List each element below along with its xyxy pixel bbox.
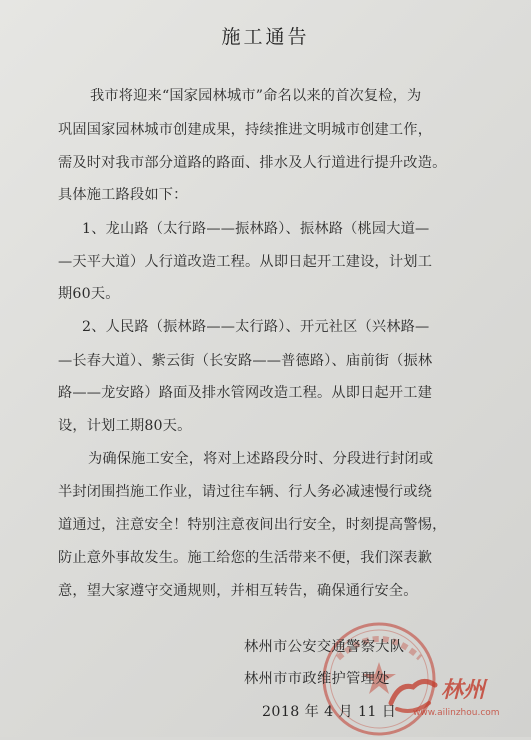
ailinzhou-watermark — [383, 663, 523, 723]
svg-text:www.ailinzhou.com: www.ailinzhou.com — [413, 708, 500, 718]
item-line: —长春大道）、紫云街（长安路——普德路）、庙前街（振林 — [58, 353, 433, 369]
item-line: 设，计划工期80天。 — [58, 418, 192, 434]
item-line: 2、人民路（振林路——太行路）、开元社区（兴林路— — [82, 319, 430, 335]
signature-municipal: 林州市市政维护管理处 — [244, 671, 390, 687]
body-line: 具体施工路段如下： — [58, 187, 188, 203]
body-line: 半封闭围挡施工作业，请过往车辆、行人务必减速慢行或绕 — [58, 484, 433, 500]
notice-title: 施工通告 — [221, 26, 310, 48]
body-line: 需及时对我市部分道路的路面、排水及人行道进行提升改造。 — [58, 155, 447, 171]
body-line: 巩固国家园林城市创建成果，持续推进文明城市创建工作， — [58, 122, 433, 138]
svg-text:林州: 林州 — [441, 678, 486, 703]
body-line: 道通过，注意安全！特别注意夜间出行安全，时刻提高警惕， — [58, 517, 447, 533]
body-line: 意，望大家遵守交通规则，并相互转告，确保通行安全。 — [58, 583, 418, 599]
signature-police: 林州市公安交通警察大队 — [244, 639, 405, 655]
notice-date: 2018 年 4 月 11 日 — [262, 704, 397, 720]
item-line: 1、龙山路（太行路——振林路）、振林路（桃园大道— — [82, 221, 430, 237]
body-line: 我市将迎来“国家园林城市”命名以来的首次复检，为 — [90, 88, 422, 104]
item-line: 路——龙安路）路面及排水管网改造工程。从即日起开工建 — [58, 385, 433, 401]
item-line: 期60天。 — [58, 286, 120, 302]
body-line: 为确保施工安全，将对上述路段分时、分段进行封闭或 — [88, 451, 434, 467]
body-line: 防止意外事故发生。施工给您的生活带来不便，我们深表歉 — [58, 550, 433, 566]
item-line: —天平大道）人行道改造工程。从即日起开工建设，计划工 — [58, 254, 433, 270]
